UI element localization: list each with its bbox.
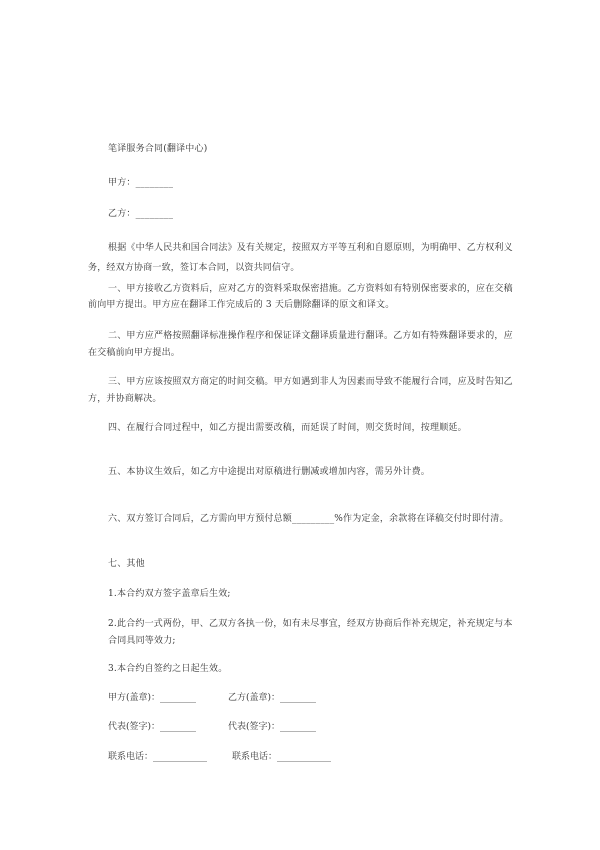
clause-7-item-3: 3.本合约自签约之日起生效。 [108, 664, 228, 674]
clause-7-item-2-line-2: 合同具同等效力; [108, 636, 176, 646]
preamble-line-1: 根据《中华人民共和国合同法》及有关规定，按照双方平等互利和自愿原则，为明确甲、乙方权利义 [108, 243, 513, 253]
party-b-seal-field: 乙方(盖章)：________ [228, 693, 317, 703]
clause-1-line-2: 前向甲方提出。甲方应在翻译工作完成后的 3 天后删除翻译的原文和译文。 [88, 300, 395, 310]
party-a-seal-field: 甲方(盖章)：________ [108, 693, 197, 703]
clause-1-line-1: 一、甲方接收乙方资料后，应对乙方的资料采取保密措施。乙方资料如有特别保密要求的，应在交稿 [108, 284, 513, 294]
clause-7-item-2-line-1: 2.此合约一式两份，甲、乙双方各执一份，如有未尽事宜，经双方协商后作补充规定，补充规定与本 [108, 619, 513, 629]
clause-7-heading: 七、其他 [108, 559, 145, 569]
party-b-line: 乙方：________ [108, 209, 174, 219]
clause-2-line-1: 二、甲方应严格按照翻译标准操作程序和保证译文翻译质量进行翻译。乙方如有特殊翻译要求的，应 [108, 331, 513, 341]
clause-3-line-1: 三、甲方应该按照双方商定的时间交稿。甲方如遇到非人为因素而导致不能履行合同，应及时告知乙 [108, 377, 513, 387]
clause-2-line-2: 在交稿前向甲方提出。 [88, 348, 181, 358]
party-a-line: 甲方：________ [108, 178, 174, 188]
preamble-line-2: 务，经双方协商一致，签订本合同，以资共同信守。 [88, 263, 300, 273]
clause-5: 五、本协议生效后，如乙方中途提出对原稿进行删减或增加内容，需另外计费。 [108, 467, 431, 477]
party-a-representative-field: 代表(签字)：________ [108, 722, 197, 732]
clause-7-item-1: 1.本合约双方签字盖章后生效; [108, 589, 231, 599]
party-a-phone-field: 联系电话：____________ [108, 752, 208, 762]
clause-4: 四、在履行合同过程中，如乙方提出需要改稿，而延误了时间，则交货时间，按理顺延。 [108, 423, 467, 433]
clause-6: 六、双方签订合同后，乙方需向甲方预付总额_________%作为定金，余款将在译稿交付时即付清。 [108, 514, 509, 524]
document-title: 笔译服务合同(翻译中心) [108, 144, 208, 154]
clause-3-line-2: 方，并协商解决。 [88, 394, 162, 404]
party-b-phone-field: 联系电话：____________ [232, 752, 332, 762]
party-b-representative-field: 代表(签字)：________ [228, 722, 317, 732]
